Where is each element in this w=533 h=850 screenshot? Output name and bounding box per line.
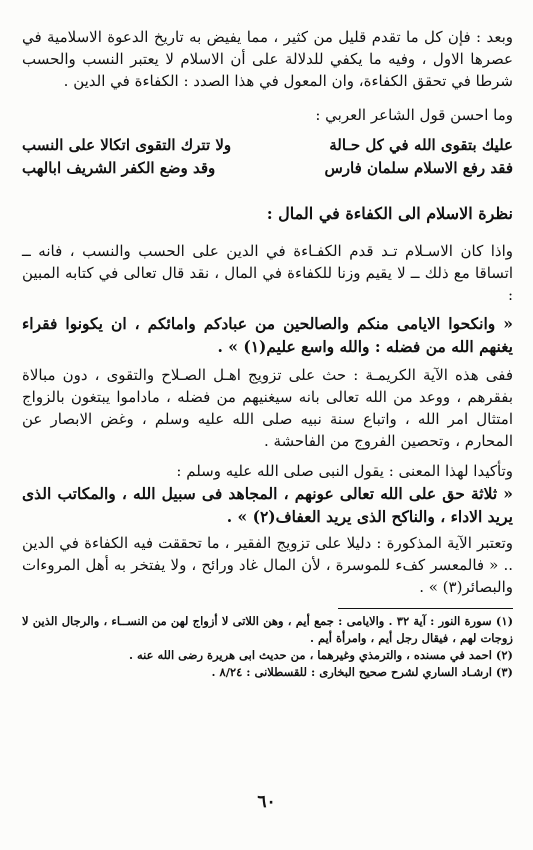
footnotes: [22, 613, 513, 681]
poem: [22, 134, 513, 180]
page-content: [22, 26, 513, 681]
hadith-quote: « ثلاثة حق على الله تعالى عونهم ، المجاهد فى سبيل الله ، والمكاتب الذى يريد الاداء ، والناكح الذى يريد العفاف(٢) » .: [22, 484, 513, 526]
poem-hemistich: ولا تترك التقوى اتكالا على النسب: [22, 136, 232, 154]
footnote: (٣) ارشـاد الساري لشرح صحيح البخارى : للقسطلانى : ٨/٢٤ .: [211, 665, 513, 679]
section-heading: نظرة الاسلام الى الكفاءة في المال :: [266, 204, 513, 223]
poem-line: [22, 157, 513, 180]
page-number: ٦٠: [257, 792, 276, 812]
footnote-divider: [338, 608, 513, 609]
quran-verse: « وانكحوا الايامى منكم والصالحين من عبادكم وامائكم ، ان يكونوا فقراء يغنهم الله من فضله : والله واسع عليم(١) » .: [22, 314, 513, 356]
poem-line: [22, 134, 513, 157]
footnote: (٢) احمد في مسنده ، والترمذي وغيرهما ، من حديث ابى هريرة رضى الله عنه .: [128, 648, 513, 662]
section-paragraph: وتأكيدا لهذا المعنى : يقول النبى صلى الله عليه وسلم :: [176, 462, 513, 480]
footnote: (١) سورة النور : آية ٣٢ . والايامى : جمع أيم ، وهن اللاتى لا أزواج لهن من النســاء ، والرجال الذين لا زوجات لهم ، فيقال رجل أيم ، وامرأة أيم .: [22, 614, 514, 645]
poem-hemistich: عليك بتقوى الله في كل حـالة: [329, 136, 513, 154]
section-paragraph: ففى هذه الآية الكريمـة : حث على تزويج اهـل الصـلاح والتقوى ، دون مبالاة بفقرهم ، ووعد من الله تعالى بانه سيغنيهم من فضله ، ماداموا يبتغون بالزواج امتثال امر الله ، واتباع سنة نبيه صلى الله عليه وسلم ، وغض الابصار عن المحارم ، وتحصين الفروج من الفاحشة .: [22, 366, 513, 450]
section-paragraph: وتعتبر الآية المذكورة : دليلا على تزويج الفقير ، ما تحققت فيه الكفاءة في الدين .. « فالمعسر كفء للموسرة ، لأن المال غاد ورائح ، ولا يفتخر به أهل المروءات والبصائر(٣) » .: [22, 534, 513, 596]
poem-intro: وما احسن قول الشاعر العربي :: [315, 106, 513, 124]
poem-hemistich: وقد وضع الكفر الشريف ابالهب: [22, 159, 216, 177]
poem-hemistich: فقد رفع الاسلام سلمان فارس: [324, 159, 513, 177]
section-paragraph: واذا كان الاسـلام تـد قدم الكفـاءة في الدين على الحسب والنسب ، فانه ــ اتساقا مع ذلك ــ لا يقيم وزنا للكفاءة في المال ، نقد قال تعالى في كتابه المبين :: [22, 242, 513, 304]
intro-paragraph: وبعد : فإن كل ما تقدم قليل من كثير ، مما يفيض به تاريخ الدعوة الاسلامية في عصرها الاول ، وفيه ما يكفي للدلالة على أن الاسلام لا يعتبر النسب والحسب شرطا في تحقق الكفاءة، وان المعول في هذا الصدد : الكفاءة في الدين .: [22, 28, 513, 90]
